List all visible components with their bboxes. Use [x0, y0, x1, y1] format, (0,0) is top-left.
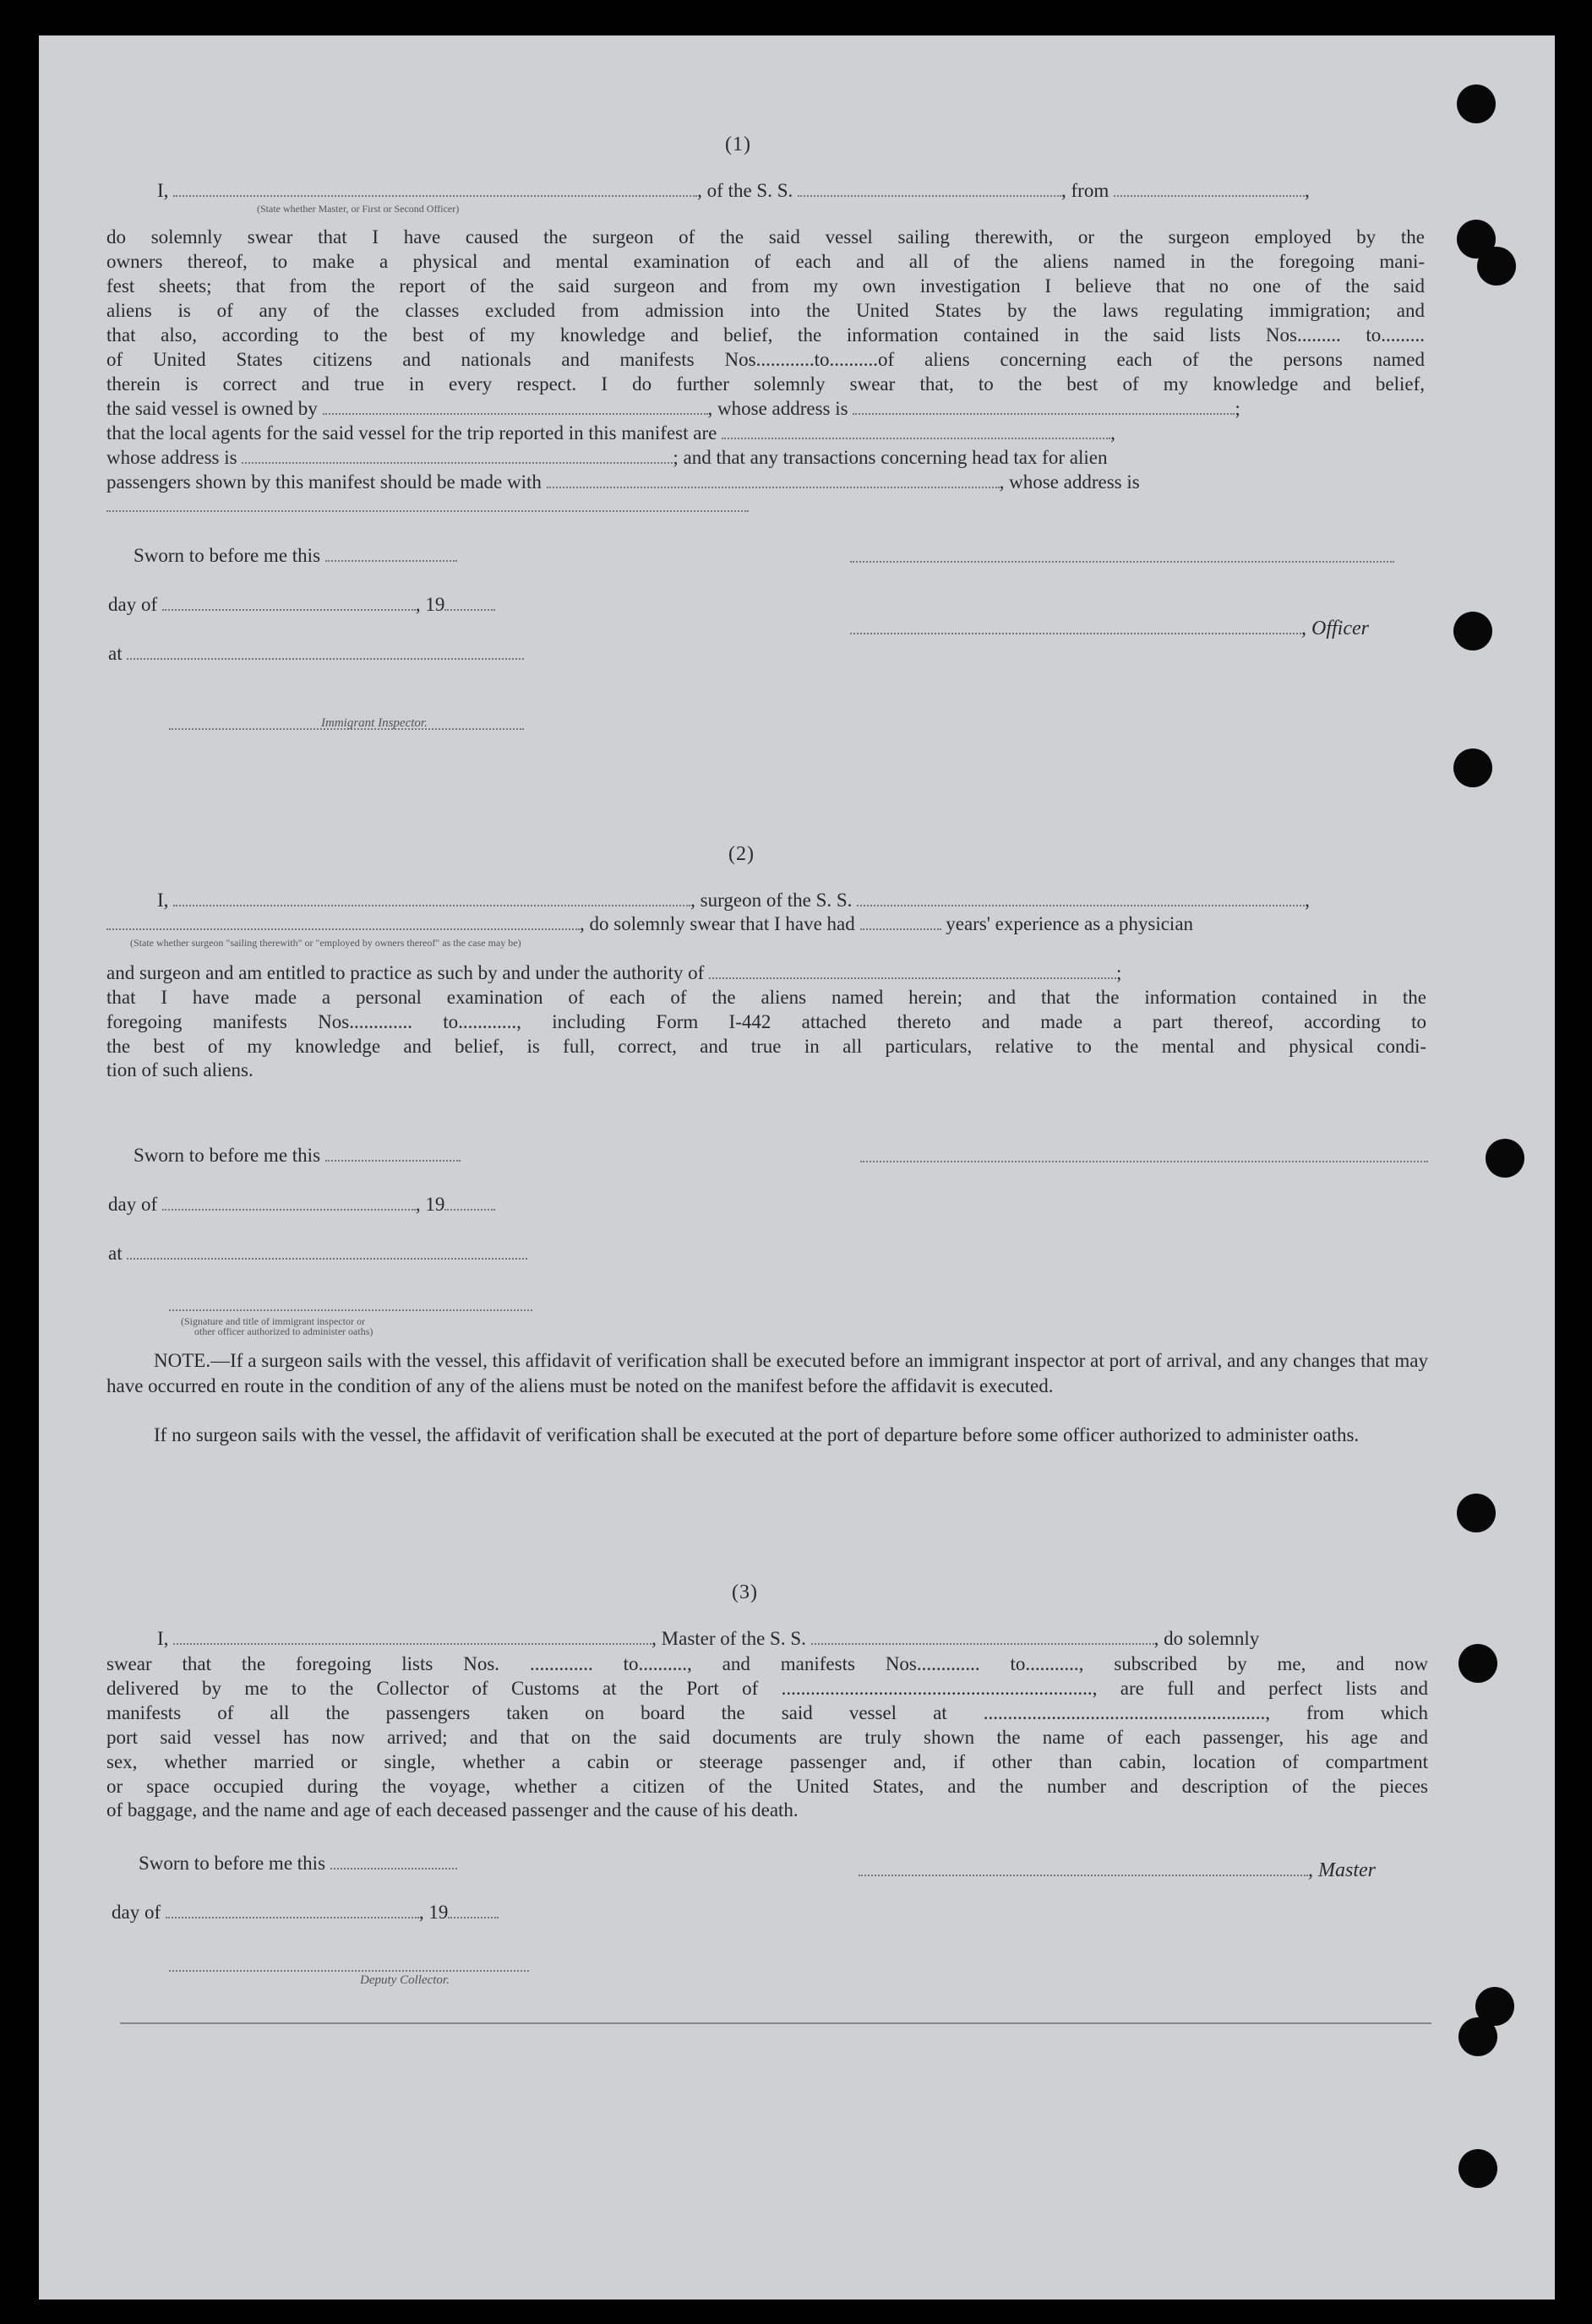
section-1-line: therein is correct and true in every respect. I do further solemnly swear that, to the best of my knowledge and belief, — [106, 373, 1425, 395]
section-2-number: (2) — [728, 843, 755, 865]
section-3-line: manifests of all the passengers taken on board the said vessel at .........................................................., from which — [106, 1702, 1428, 1723]
section-1-inspector-label: Immigrant Inspector. — [321, 716, 428, 730]
binder-hole — [1457, 1494, 1496, 1532]
section-1-address-blank — [106, 509, 749, 512]
section-2-authority-line: and surgeon and am entitled to practice as such by and under the authority of ; — [106, 962, 1122, 983]
section-2-sig-hint: (Signature and title of immigrant inspector or — [181, 1315, 365, 1327]
section-3-day-of: day of , 19 — [112, 1901, 499, 1924]
section-1-line: of United States citizens and nationals and manifests Nos............to..........of aliens concerning each of the persons named — [106, 349, 1425, 370]
section-3-line: port said vessel has now arrived; and that on the said documents are truly shown the name of each passenger, his age and — [106, 1727, 1428, 1748]
section-2-note-1: NOTE.—If a surgeon sails with the vessel, this affidavit of verification shall be executed before an immigrant inspector at port of arrival, and any changes that may have occurred en route in the condition of any of the aliens must be noted on the manifest before the affidavit is executed. — [106, 1350, 1428, 1396]
section-2-at: at — [108, 1242, 527, 1265]
section-1-line: owners thereof, to make a physical and mental examination of each and all of the aliens named in the foregoing mani- — [106, 251, 1425, 272]
section-1-line: that also, according to the best of my knowledge and belief, the information contained in the said lists Nos......... to......... — [106, 324, 1425, 346]
section-3-master-signature — [859, 1859, 1376, 1882]
section-2-hint: (State whether surgeon "sailing therewith" or "employed by owners thereof" as the case may be) — [130, 937, 521, 949]
section-1-body — [106, 225, 1425, 396]
binder-hole — [1457, 84, 1496, 123]
section-2-first-line: I, , surgeon of the S. S. , — [157, 890, 1310, 911]
section-3-line: or space occupied during the voyage, whether a citizen of the United States, and the number and description of the pieces — [106, 1776, 1428, 1797]
binder-hole — [1486, 1139, 1524, 1178]
master-label: , Master — [1308, 1859, 1376, 1881]
section-3-sworn: Sworn to before me this — [139, 1852, 457, 1875]
section-1-sworn: Sworn to before me this — [134, 544, 457, 568]
section-2-line: tion of such aliens. — [106, 1059, 254, 1080]
section-2-line: foregoing manifests Nos............. to............, including Form I-442 attached thereto and made a part thereof, according to — [106, 1011, 1426, 1032]
section-1-hint: (State whether Master, or First or Second Officer) — [257, 203, 460, 215]
document-page — [39, 35, 1555, 2300]
section-3-collector-label: Deputy Collector. — [360, 1973, 450, 1987]
section-3-line: sex, whether married or single, whether a cabin or steerage passenger and, if other than cabin, location of compartment — [106, 1751, 1428, 1772]
section-1-first-line: I, , of the S. S. , from , — [157, 180, 1310, 201]
section-2-body — [106, 985, 1426, 1082]
section-1-passengers-line: passengers shown by this manifest should be made with , whose address is — [106, 471, 1140, 493]
section-1-number: (1) — [725, 133, 751, 155]
section-2-line: the best of my knowledge and belief, is full, correct, and true in all particulars, relative to the mental and physical condi- — [106, 1036, 1426, 1057]
binder-hole — [1458, 2149, 1497, 2188]
section-1-at: at — [108, 642, 524, 666]
binder-hole — [1453, 612, 1492, 650]
section-3-number: (3) — [732, 1581, 758, 1603]
section-3-line: swear that the foregoing lists Nos. ............. to.........., and manifests Nos............. to..........., subscribed by me, and now — [106, 1653, 1428, 1674]
section-1-agents-line: that the local agents for the said vessel for the trip reported in this manifest are , — [106, 422, 1115, 444]
section-1-officer-signature — [850, 617, 1369, 640]
section-1-day-of: day of , 19 — [108, 593, 495, 617]
binder-hole — [1458, 2017, 1497, 2056]
section-1-line: aliens is of any of the classes excluded from admission into the United States by the laws regulating immigration; and — [106, 300, 1425, 321]
section-2-sig-hint: other officer authorized to administer oaths) — [194, 1325, 373, 1337]
section-2-signature-line — [860, 1159, 1428, 1162]
section-2-second-line: , do solemnly swear that I have had years' experience as a physician — [106, 912, 1193, 936]
section-3-line: of baggage, and the name and age of each deceased passenger and the cause of his death. — [106, 1799, 799, 1821]
section-1-signature-top-line — [850, 559, 1394, 563]
section-2-sworn: Sworn to before me this — [134, 1144, 461, 1167]
section-1-line: do solemnly swear that I have caused the surgeon of the said vessel sailing therewith, or the surgeon employed by the — [106, 226, 1425, 248]
bottom-rule — [120, 2022, 1431, 2024]
section-3-body — [106, 1652, 1428, 1822]
section-3-line: delivered by me to the Collector of Customs at the Port of ................................................................, are full and perfect lists and — [106, 1678, 1428, 1699]
binder-hole — [1477, 247, 1516, 286]
officer-label: , Officer — [1301, 618, 1369, 640]
section-1-head-tax-line: whose address is ; and that any transactions concerning head tax for alien — [106, 447, 1108, 468]
section-3-first-line: I, , Master of the S. S. , do solemnly — [157, 1628, 1260, 1649]
section-2-line: that I have made a personal examination of each of the aliens named herein; and that the information contained in the — [106, 987, 1426, 1008]
section-3-collector-line — [169, 1968, 529, 1972]
binder-hole — [1453, 748, 1492, 787]
binder-hole — [1458, 1644, 1497, 1683]
section-1-owner-line: the said vessel is owned by , whose address is ; — [106, 398, 1240, 419]
section-2-inspector-line — [169, 1308, 532, 1311]
section-2-day-of: day of , 19 — [108, 1193, 495, 1216]
section-1-line: fest sheets; that from the report of the said surgeon and from my own investigation I believe that no one of the said — [106, 275, 1425, 297]
section-2-note-2: If no surgeon sails with the vessel, the affidavit of verification shall be executed at the port of departure before some officer authorized to administer oaths. — [154, 1424, 1360, 1445]
